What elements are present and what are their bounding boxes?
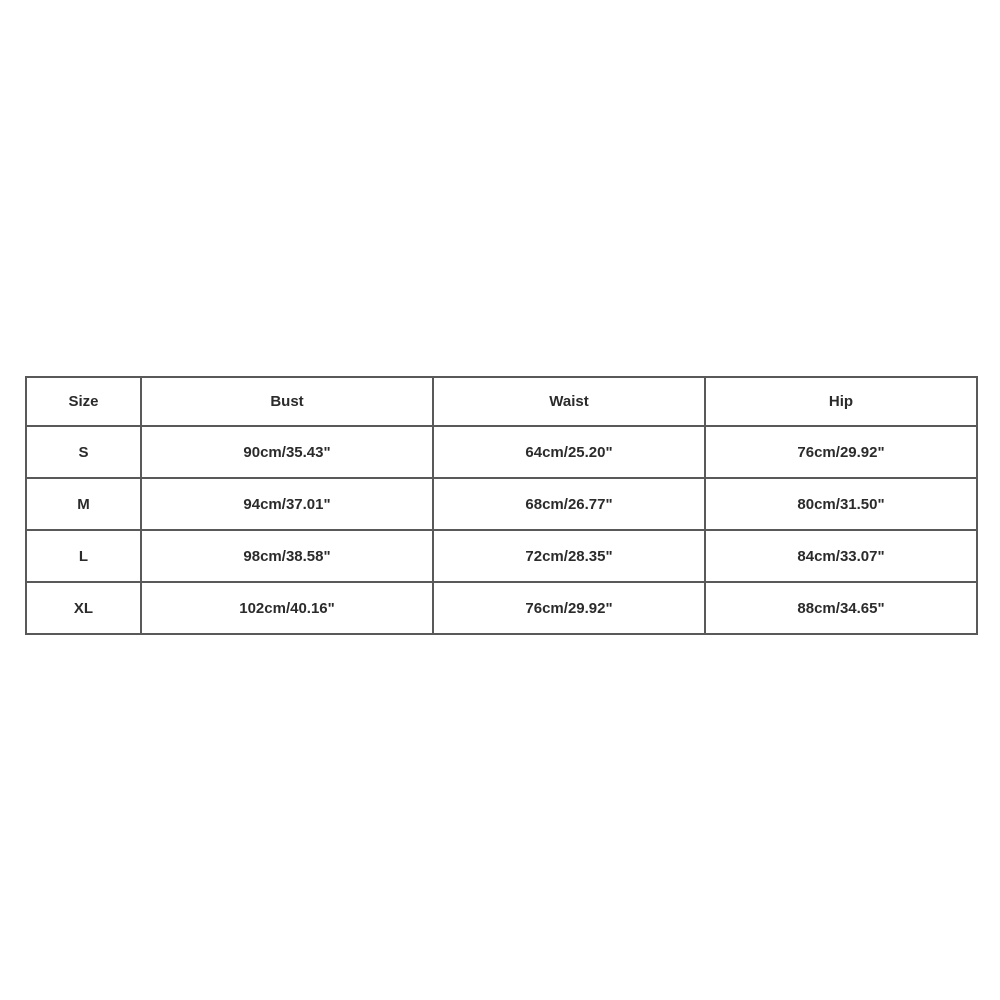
table-row-xl: [26, 582, 977, 634]
header-cell-waist: Waist: [433, 377, 705, 426]
cell-m-hip: 80cm/31.50": [705, 478, 977, 530]
cell-xl-bust: 102cm/40.16": [141, 582, 433, 634]
size-chart-table: [25, 376, 978, 635]
header-cell-hip: Hip: [705, 377, 977, 426]
cell-m-size: M: [26, 478, 141, 530]
table-header-row: [26, 377, 977, 426]
header-cell-bust: Bust: [141, 377, 433, 426]
cell-xl-waist: 76cm/29.92": [433, 582, 705, 634]
cell-s-hip: 76cm/29.92": [705, 426, 977, 478]
cell-s-bust: 90cm/35.43": [141, 426, 433, 478]
cell-l-size: L: [26, 530, 141, 582]
cell-s-size: S: [26, 426, 141, 478]
header-cell-size: Size: [26, 377, 141, 426]
cell-m-waist: 68cm/26.77": [433, 478, 705, 530]
cell-xl-size: XL: [26, 582, 141, 634]
cell-l-bust: 98cm/38.58": [141, 530, 433, 582]
cell-m-bust: 94cm/37.01": [141, 478, 433, 530]
cell-l-waist: 72cm/28.35": [433, 530, 705, 582]
table-row-s: [26, 426, 977, 478]
table-row-m: [26, 478, 977, 530]
cell-s-waist: 64cm/25.20": [433, 426, 705, 478]
cell-xl-hip: 88cm/34.65": [705, 582, 977, 634]
table-row-l: [26, 530, 977, 582]
cell-l-hip: 84cm/33.07": [705, 530, 977, 582]
